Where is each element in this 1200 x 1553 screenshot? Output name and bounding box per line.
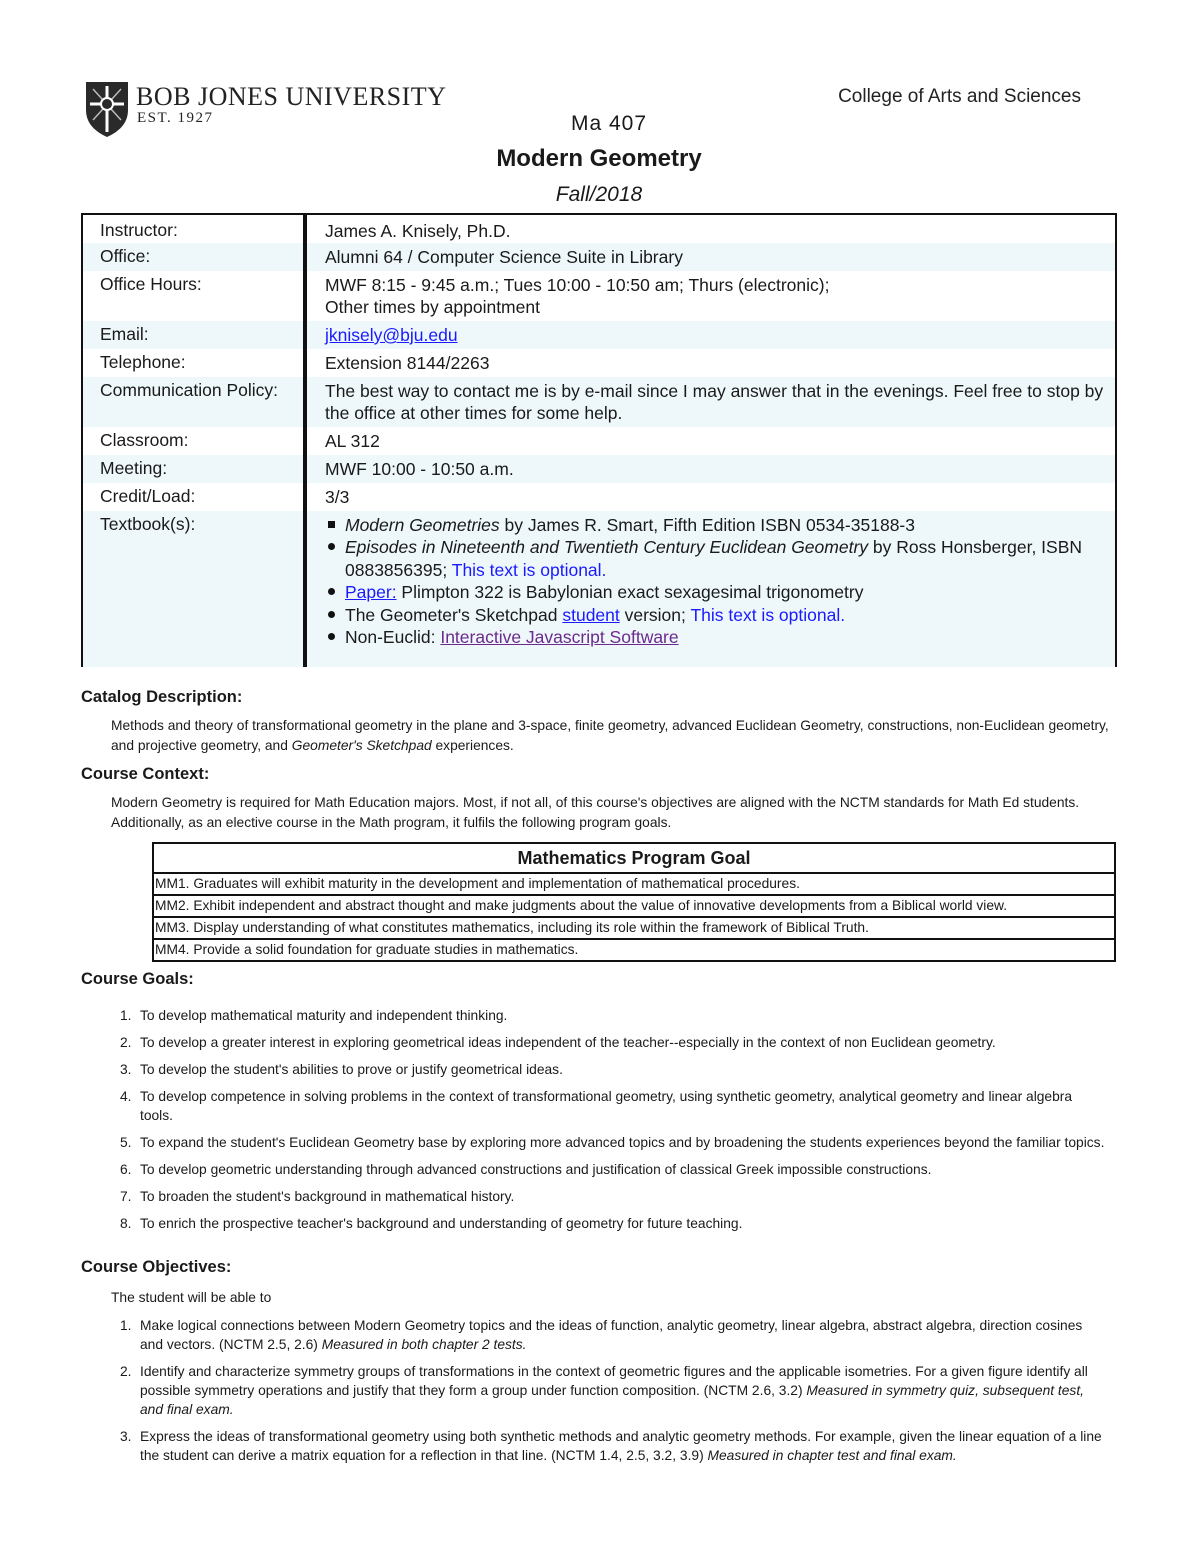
info-label: Office Hours: xyxy=(100,274,202,294)
info-label: Email: xyxy=(100,324,149,344)
measurement-note: Measured in symmetry quiz, subsequent test, and final exam. xyxy=(140,1383,1084,1417)
item-text: Express the ideas of transformational geometry using both synthetic methods and analytic geometry methods. For example, given the linear equation of a line the student can derive a matrix equation for a reflection in that line. (NCTM 1.4, 2.5, 3.2, 3.9) xyxy=(140,1429,1102,1463)
book-details: by James R. Smart, Fifth Edition ISBN 0534-35188-3 xyxy=(499,515,915,535)
info-row-textbooks xyxy=(83,511,1115,667)
list-item xyxy=(111,1187,1106,1206)
list-item xyxy=(325,581,1105,603)
item-number: 1. xyxy=(120,1008,132,1023)
item-text: To develop mathematical maturity and independent thinking. xyxy=(140,1008,508,1023)
software-version-text: version; xyxy=(619,604,691,625)
item-text: To develop a greater interest in exploring geometrical ideas independent of the teacher--especially in the context of non Euclidean geometry. xyxy=(140,1035,996,1050)
item-text: To expand the student's Euclidean Geometry base by exploring more advanced topics and by broadening the students experiences beyond the familiar topics. xyxy=(140,1135,1105,1150)
list-item xyxy=(325,536,1105,581)
email-cell xyxy=(325,324,1105,346)
item-number: 5. xyxy=(120,1135,132,1150)
item-text: Make logical connections between Modern Geometry topics and the ideas of function, analytic geometry, linear algebra, abstract algebra, direction cosines and vectors. (NCTM 2.5, 2.6) xyxy=(140,1318,1083,1352)
classroom-value: AL 312 xyxy=(325,431,380,451)
software-label: Non-Euclid: xyxy=(345,627,441,648)
list-item xyxy=(111,1033,1106,1052)
item-text: To develop competence in solving problems in the context of transformational geometry, using synthetic geometry, analytical geometry and linear algebra tools. xyxy=(140,1089,1073,1123)
goals-heading: Course Goals: xyxy=(81,970,194,988)
list-item xyxy=(111,1362,1106,1419)
course-number: Ma 407 xyxy=(570,112,648,135)
info-row-email xyxy=(83,321,1115,349)
established-year: EST. 1927 xyxy=(137,110,214,126)
university-name: BOB JONES UNIVERSITY xyxy=(136,82,447,111)
table-row: MM4. Provide a solid foundation for graduate studies in mathematics. xyxy=(154,940,1114,962)
info-row-telephone xyxy=(83,349,1115,377)
course-title: Modern Geometry xyxy=(496,145,702,172)
list-item xyxy=(111,1006,1106,1025)
context-description: Modern Geometry is required for Math Education majors. Most, if not all, of this course's objectives are aligned with the NCTM standards for Math Ed students. Additionally, as an elective course in the Math program, it fulfils the following program goals. xyxy=(111,795,1080,830)
round-bullet-icon xyxy=(328,543,335,550)
student-version-link[interactable]: student xyxy=(562,604,620,625)
measurement-note: Measured in both chapter 2 tests. xyxy=(321,1337,527,1352)
book-title: Modern Geometries xyxy=(345,515,500,535)
credit-load: 3/3 xyxy=(325,487,350,507)
objectives-heading: Course Objectives: xyxy=(81,1258,232,1276)
table-row: MM2. Exhibit independent and abstract thought and make judgments about the value of innovative developments from a Biblical world view. xyxy=(154,896,1114,918)
info-row-credit xyxy=(83,483,1115,511)
info-row-classroom xyxy=(83,427,1115,455)
catalog-heading: Catalog Description: xyxy=(81,688,243,706)
list-item xyxy=(111,1316,1106,1354)
item-text: Identify and characterize symmetry groups of transformations in the context of geometric figures and the applicable isometries. For a given figure identify all possible symmetry operations and justify that they form a group under function composition. (NCTM 2.6, 3.2) xyxy=(140,1364,1088,1398)
info-label: Classroom: xyxy=(100,430,189,450)
item-number: 4. xyxy=(120,1089,132,1104)
paper-link[interactable]: Paper: xyxy=(345,582,397,603)
office-hours xyxy=(325,274,1105,318)
round-bullet-icon xyxy=(328,588,335,595)
objectives-intro: The student will be able to xyxy=(111,1290,272,1305)
catalog-text: Methods and theory of transformational geometry in the plane and 3-space, finite geometry, advanced Euclidean Geometry, constructions, non-Euclidean geometry, and projective geometry, and xyxy=(111,718,1109,753)
item-number: 2. xyxy=(120,1364,132,1379)
list-item xyxy=(325,514,1105,536)
item-number: 7. xyxy=(120,1189,132,1204)
program-goal-table xyxy=(152,842,1116,962)
catalog-text-italic: Geometer's Sketchpad xyxy=(291,738,432,753)
course-objectives-list xyxy=(111,1316,1106,1465)
optional-note: This text is optional. xyxy=(451,559,607,580)
textbook-list xyxy=(325,514,1105,648)
book-details: by Ross Honsberger, ISBN 0883856395; xyxy=(345,537,1083,580)
item-number: 1. xyxy=(120,1318,132,1333)
item-number: 3. xyxy=(120,1062,132,1077)
info-label: Meeting: xyxy=(100,458,168,478)
semester: Fall/2018 xyxy=(555,183,643,206)
software-name: The Geometer's Sketchpad xyxy=(345,604,563,625)
info-row-office xyxy=(83,243,1115,271)
item-text: To enrich the prospective teacher's background and understanding of geometry for future teaching. xyxy=(140,1216,743,1231)
textbook-list-cell xyxy=(325,514,1105,648)
info-row-office-hours xyxy=(83,271,1115,321)
info-label: Textbook(s): xyxy=(100,514,196,534)
meeting-time: MWF 10:00 - 10:50 a.m. xyxy=(325,459,514,479)
email-link[interactable]: jknisely@bju.edu xyxy=(325,325,458,345)
instructor-name: James A. Knisely, Ph.D. xyxy=(325,221,511,241)
list-item xyxy=(111,1133,1106,1152)
paper-description: Plimpton 322 is Babylonian exact sexagesimal trigonometry xyxy=(396,582,864,603)
list-item xyxy=(111,1214,1106,1233)
item-number: 2. xyxy=(120,1035,132,1050)
column-divider xyxy=(303,215,307,667)
table-row: MM3. Display understanding of what constitutes mathematics, including its role within the framework of Biblical Truth. xyxy=(154,918,1114,940)
square-bullet-icon xyxy=(328,521,335,528)
telephone-value: Extension 8144/2263 xyxy=(325,353,490,373)
info-row-instructor xyxy=(83,217,1115,243)
item-text: To broaden the student's background in mathematical history. xyxy=(140,1189,515,1204)
college-name: College of Arts and Sciences xyxy=(838,86,1081,107)
non-euclid-software-link[interactable]: Interactive Javascript Software xyxy=(440,627,679,648)
item-number: 6. xyxy=(120,1162,132,1177)
office-location: Alumni 64 / Computer Science Suite in Library xyxy=(325,247,683,267)
catalog-description xyxy=(111,716,1111,756)
info-label: Communication Policy: xyxy=(100,380,278,400)
context-heading: Course Context: xyxy=(81,765,210,783)
table-row: MM1. Graduates will exhibit maturity in the development and implementation of mathematical procedures. xyxy=(154,874,1114,896)
office-hours-line: Other times by appointment xyxy=(325,297,540,317)
program-goal-title: Mathematics Program Goal xyxy=(154,844,1114,874)
list-item xyxy=(111,1160,1106,1179)
info-label: Telephone: xyxy=(100,352,186,372)
info-label: Instructor: xyxy=(100,220,178,240)
course-goals-list xyxy=(111,1006,1106,1233)
info-row-communication xyxy=(83,377,1115,427)
item-number: 8. xyxy=(120,1216,132,1231)
round-bullet-icon xyxy=(328,611,335,618)
item-text: To develop geometric understanding through advanced constructions and justification of classical Greek impossible constructions. xyxy=(140,1162,932,1177)
office-hours-line: MWF 8:15 - 9:45 a.m.; Tues 10:00 - 10:50 am; Thurs (electronic); xyxy=(325,275,830,295)
item-text: To develop the student's abilities to prove or justify geometrical ideas. xyxy=(140,1062,563,1077)
item-number: 3. xyxy=(120,1429,132,1444)
info-row-meeting xyxy=(83,455,1115,483)
optional-note: This text is optional. xyxy=(690,604,846,625)
list-item xyxy=(325,626,1105,648)
round-bullet-icon xyxy=(328,633,335,640)
list-item xyxy=(325,604,1105,626)
list-item xyxy=(111,1087,1106,1125)
list-item xyxy=(111,1060,1106,1079)
info-label: Office: xyxy=(100,246,151,266)
info-label: Credit/Load: xyxy=(100,486,196,506)
course-info-table xyxy=(81,213,1117,667)
measurement-note: Measured in chapter test and final exam. xyxy=(707,1448,957,1463)
list-item xyxy=(111,1427,1106,1465)
book-title: Episodes in Nineteenth and Twentieth Century Euclidean Geometry xyxy=(345,537,869,558)
catalog-text-end: experiences. xyxy=(431,738,514,753)
communication-policy: The best way to contact me is by e-mail since I may answer that in the evenings. Feel free to stop by the office at other times for some help. xyxy=(325,381,1104,423)
